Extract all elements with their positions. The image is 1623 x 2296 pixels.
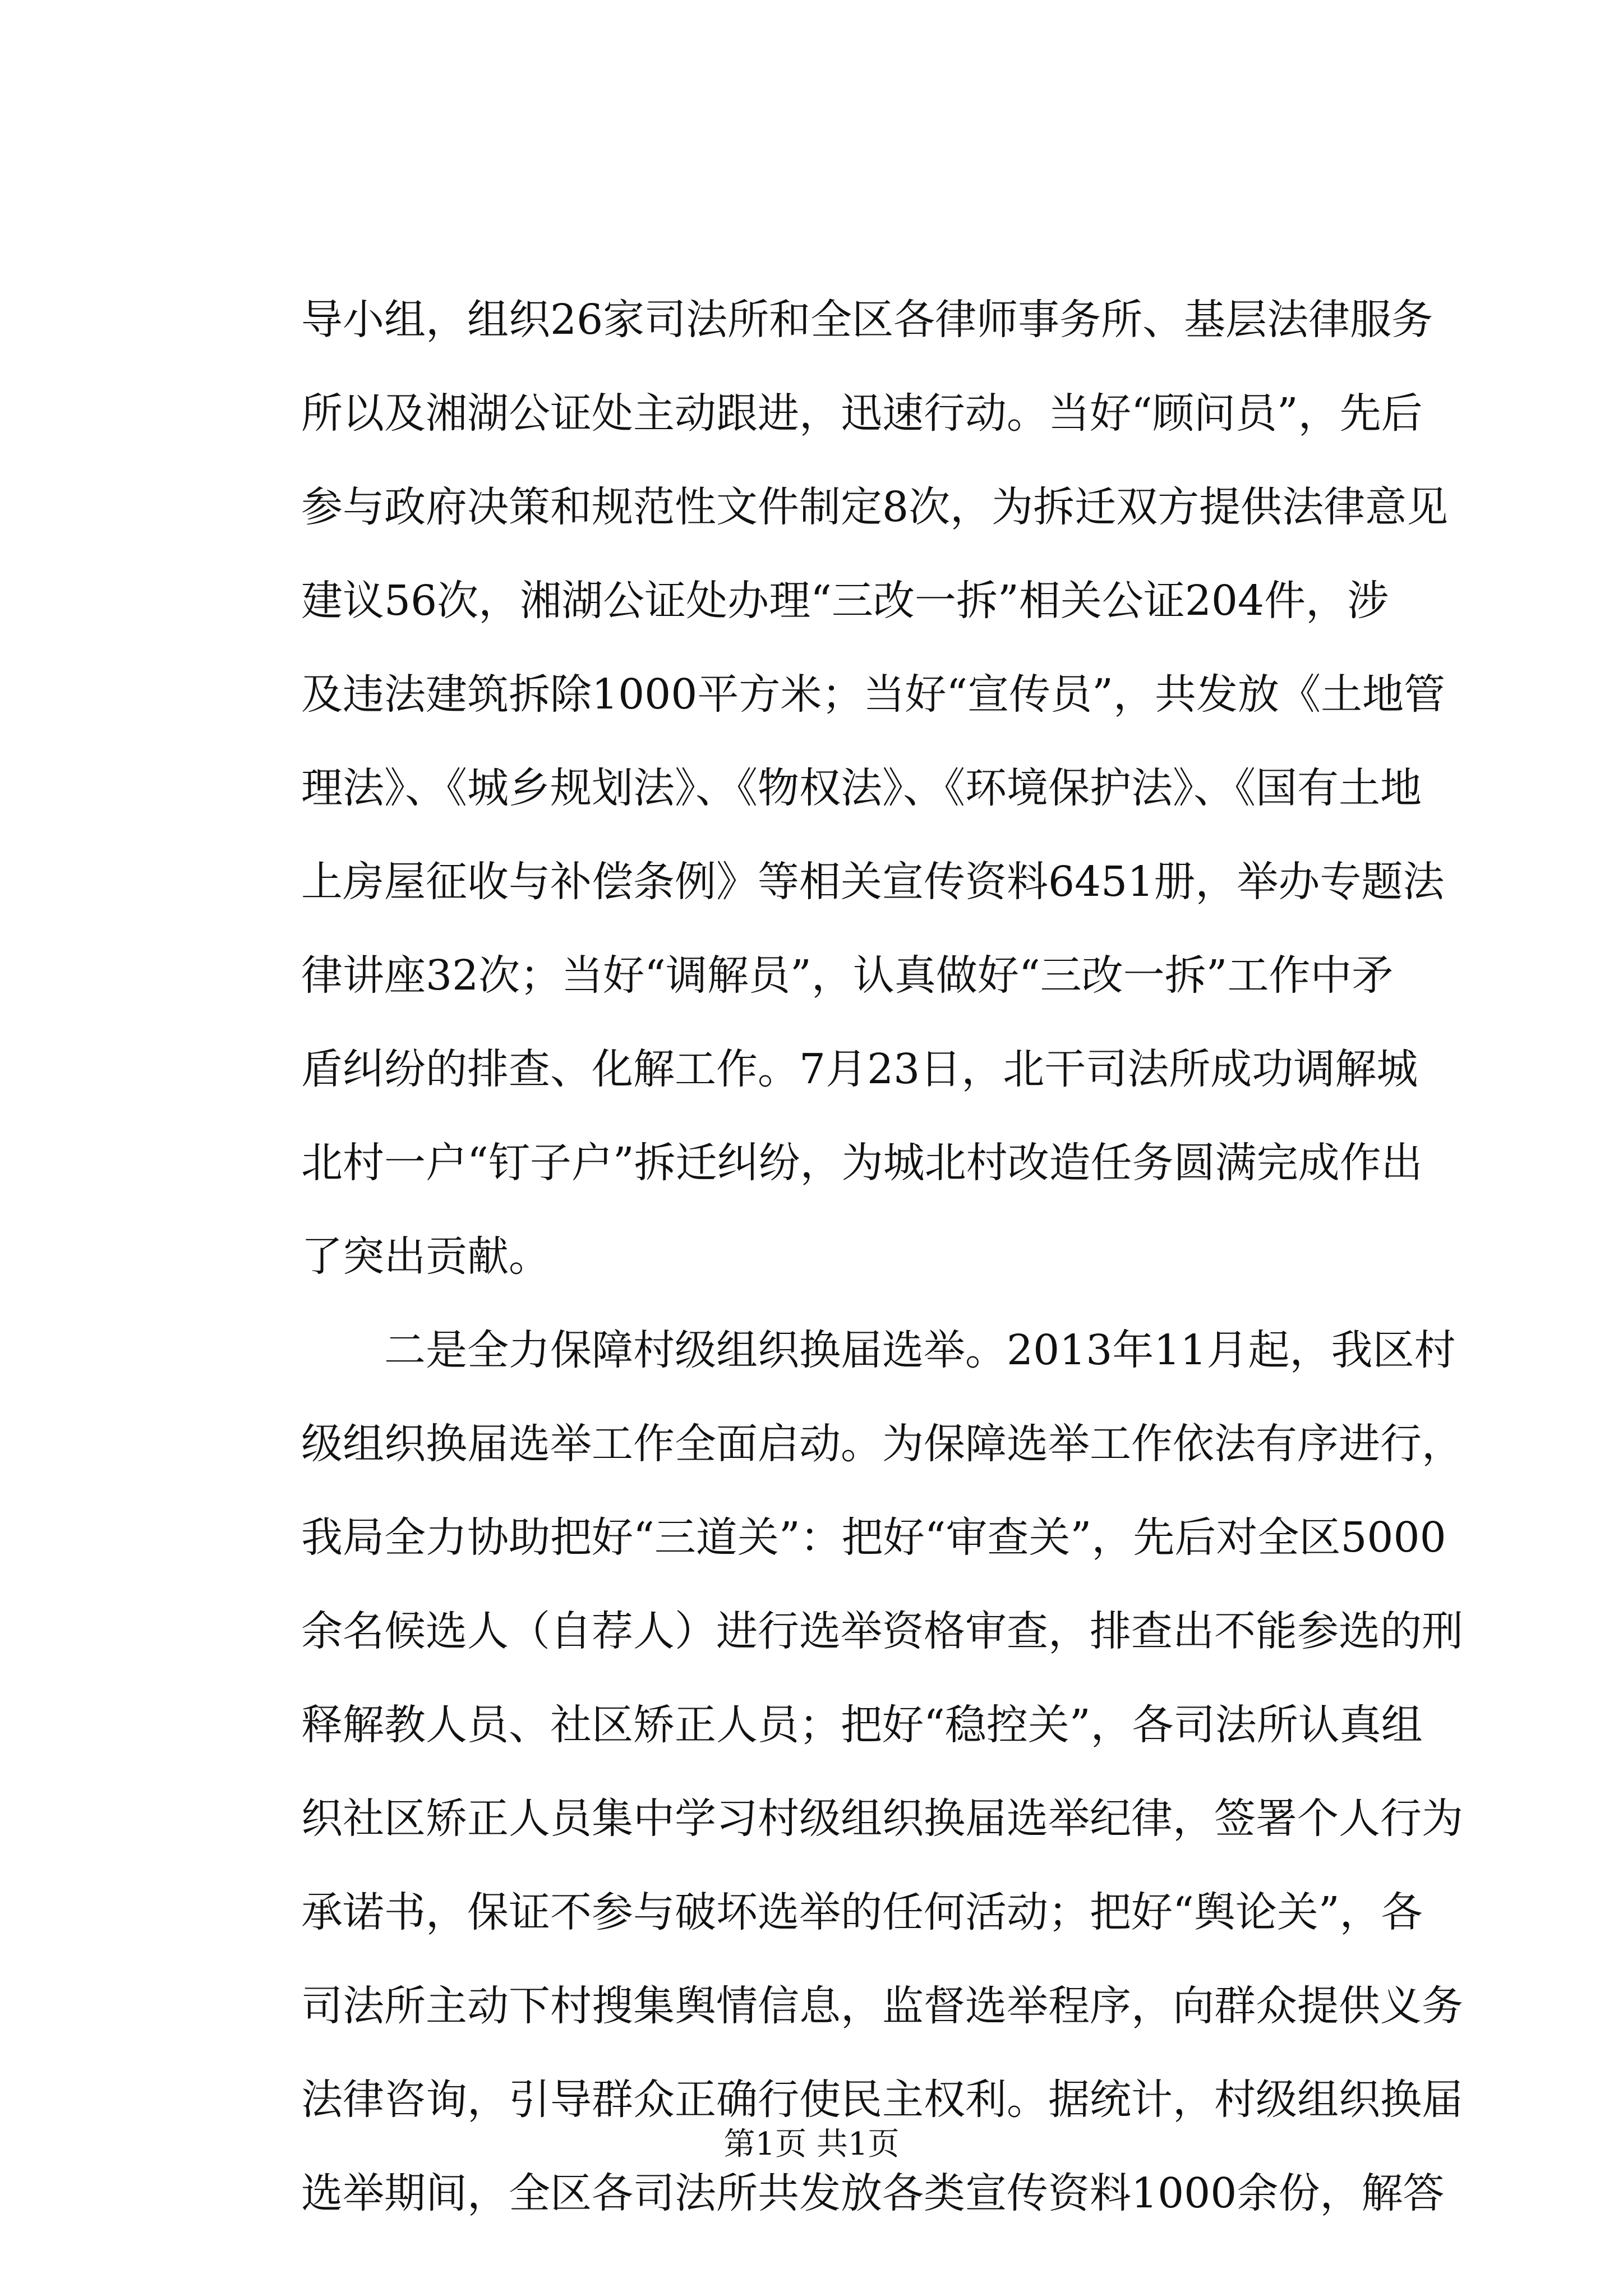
text-line: 盾纠纷的排查、化解工作。7月23日，北干司法所成功调解城 <box>301 1045 1418 1093</box>
page-footer: 第1页 共1页 <box>723 2126 900 2162</box>
text-line: 法律咨询，引导群众正确行使民主权利。据统计，村级组织换届 <box>301 2076 1463 2124</box>
text-line: 参与政府决策和规范性文件制定8次，为拆迁双方提供法律意见 <box>301 483 1449 531</box>
text-line: 选举期间，全区各司法所共发放各类宣传资料1000余份，解答 <box>301 2169 1445 2217</box>
text-line: 律讲座32次；当好“调解员”，认真做好“三改一拆”工作中矛 <box>301 951 1394 1000</box>
text-line: 及违法建筑拆除1000平方米；当好“宣传员”，共发放《土地管 <box>301 670 1445 719</box>
text-line: 北村一户“钉子户”拆迁纠纷，为城北村改造任务圆满完成作出 <box>301 1139 1423 1187</box>
text-line: 承诺书，保证不参与破坏选举的任何活动；把好“舆论关”，各 <box>301 1888 1423 1936</box>
text-line: 织社区矫正人员集中学习村级组织换届选举纪律，签署个人行为 <box>301 1795 1463 1843</box>
text-line: 建议56次，湘湖公证处办理“三改一拆”相关公证204件，涉 <box>301 577 1389 625</box>
text-line: 所以及湘湖公证处主动跟进，迅速行动。当好“顾问员”，先后 <box>301 389 1423 438</box>
text-line: 导小组，组织26家司法所和全区各律师事务所、基层法律服务 <box>301 296 1433 344</box>
text-line: 司法所主动下村搜集舆情信息，监督选举程序，向群众提供义务 <box>301 1982 1463 2030</box>
text-line: 释解教人员、社区矫正人员；把好“稳控关”，各司法所认真组 <box>301 1701 1423 1749</box>
text-line: 二是全力保障村级组织换届选举。2013年11月起，我区村 <box>301 1326 1456 1374</box>
text-line: 级组织换届选举工作全面启动。为保障选举工作依法有序进行， <box>301 1420 1463 1468</box>
text-line: 我局全力协助把好“三道关”：把好“审查关”，先后对全区5000 <box>301 1513 1446 1562</box>
text-line: 了突出贡献。 <box>301 1232 550 1281</box>
document-body <box>301 296 1463 2266</box>
text-line: 上房屋征收与补偿条例》等相关宣传资料6451册，举办专题法 <box>301 858 1445 906</box>
text-line: 理法》、《城乡规划法》、《物权法》、《环境保护法》、《国有土地 <box>301 764 1422 812</box>
text-line: 余名候选人（自荐人）进行选举资格审查，排查出不能参选的刑 <box>301 1607 1463 1655</box>
